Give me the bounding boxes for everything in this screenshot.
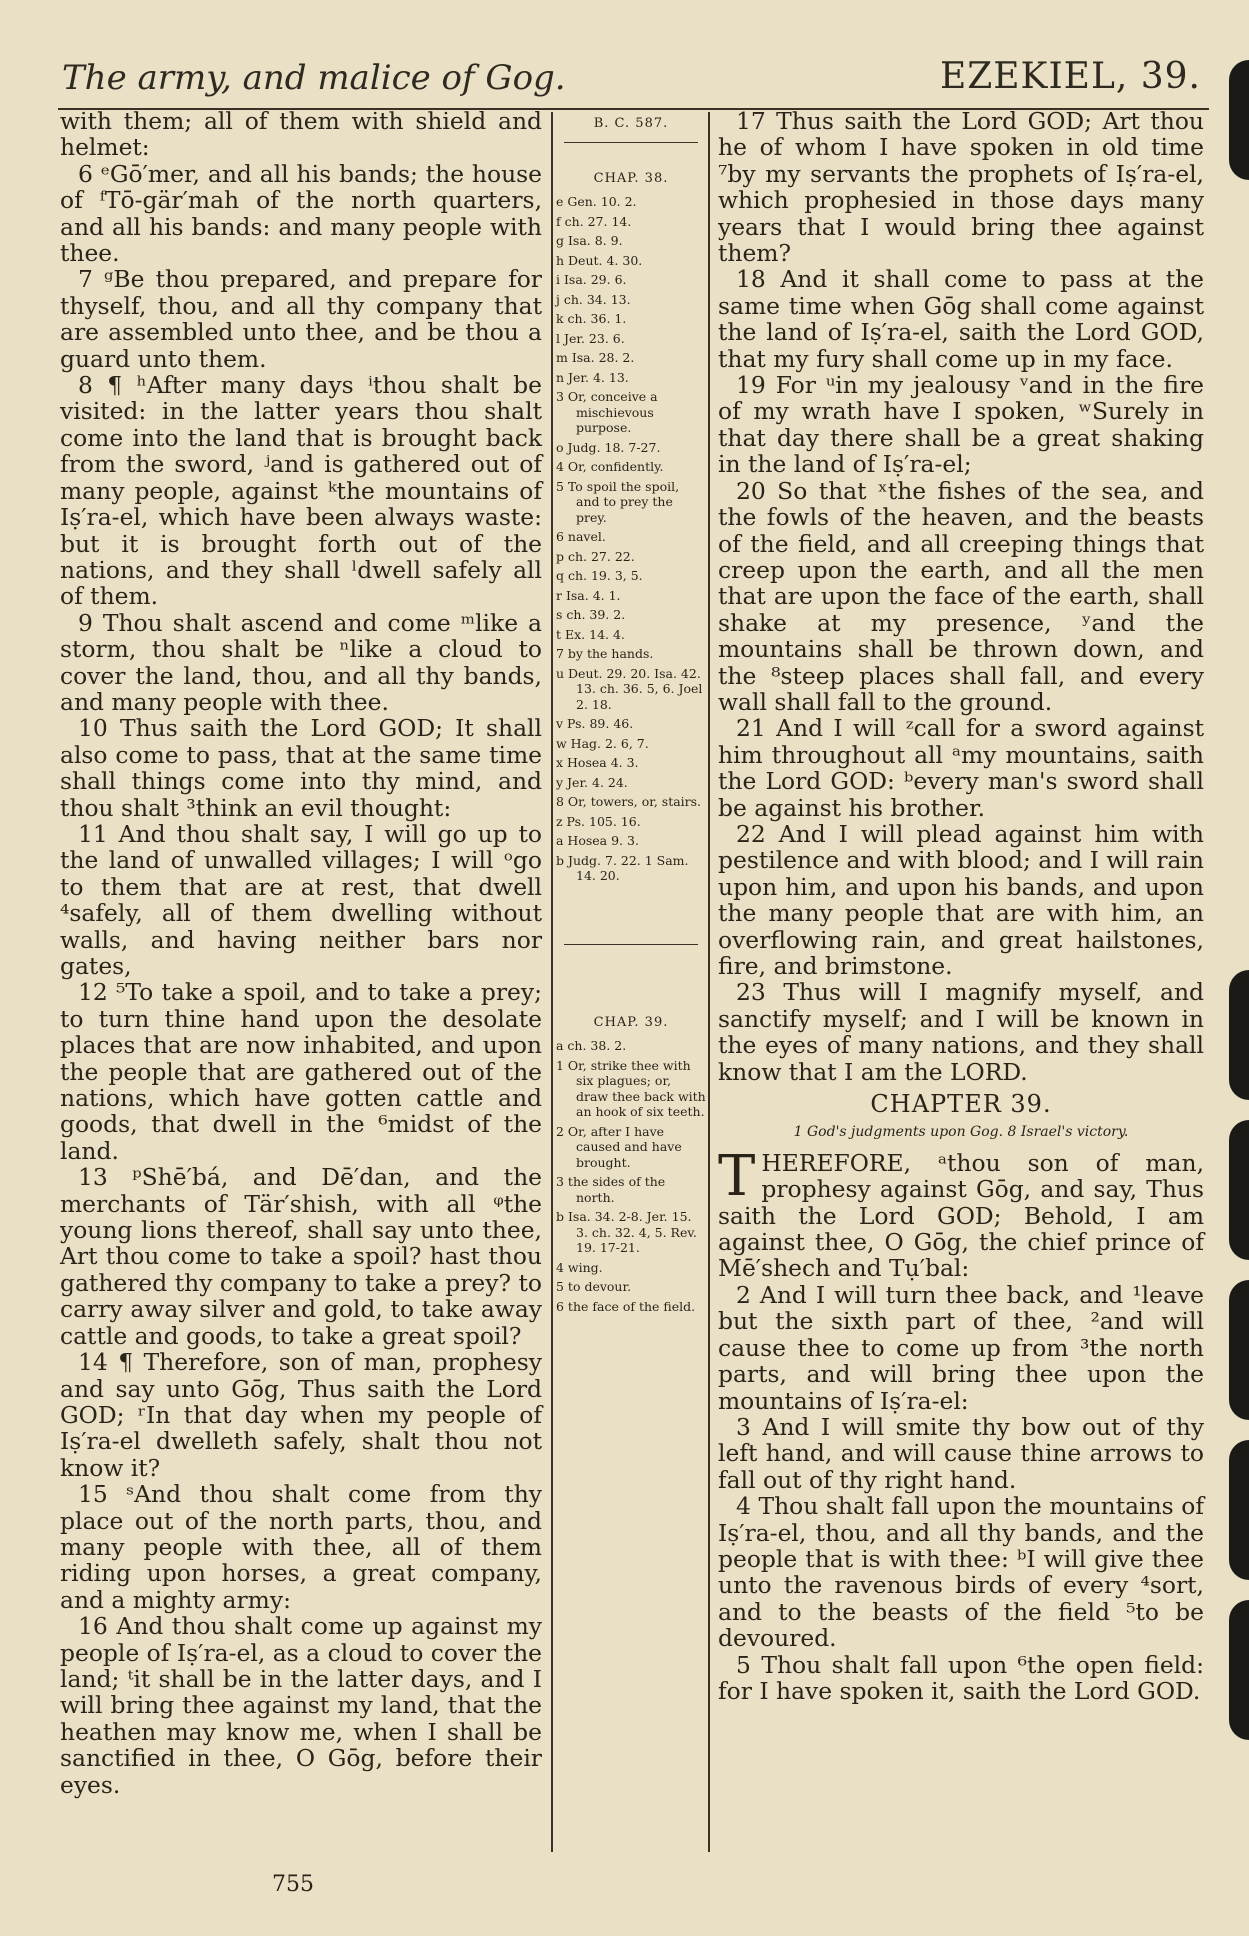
reference-note: a Hosea 9. 3. xyxy=(556,833,639,848)
chap39-label: CHAP. 39. xyxy=(593,1014,669,1030)
drop-cap: T xyxy=(718,1143,756,1209)
reference-note: 5 to devour. xyxy=(556,1279,632,1294)
reference-note: b Isa. 34. 2-8. Jer. 15. 3. ch. 32. 4, 5. Rev. 19. 17-21. xyxy=(556,1209,697,1255)
verse-paragraph: 23 Thus will I magnify myself, and sanctify myself; and I will be known in the eyes of many nations, and they shall know that I am the LORD. xyxy=(718,978,1204,1086)
reference-note: 3 the sides of the north. xyxy=(556,1174,666,1205)
reference-note: k ch. 36. 1. xyxy=(556,311,627,326)
verse-paragraph: 21 And I will ᶻcall for a sword against him throughout all ᵃmy mountains, saith the Lord GOD: ᵇevery man's sword shall be against his brother. xyxy=(718,714,1204,822)
reference-note: b Judg. 7. 22. 1 Sam. 14. 20. xyxy=(556,852,689,883)
verse-paragraph: 11 And thou shalt say, I will go up to the land of unwalled villages; I will ᵒgo to them that are at rest, that dwell ⁴safely, all of them dwelling without walls, and having neither bars nor gates, xyxy=(60,819,542,980)
thumb-index-tab xyxy=(1229,1600,1249,1740)
reference-note: y Jer. 4. 24. xyxy=(556,774,628,790)
verse-paragraph: 16 And thou shalt come up against my people of Iṣ′ra-el, as a cloud to cover the land; ᵗit shall be in the latter days, and I will bring thee against my land, that the heathen may know me, when I shall be sanctified in thee, O Gōg, before their eyes. xyxy=(60,1612,542,1799)
verse-paragraph: 17 Thus saith the Lord GOD; Art thou he of whom I have spoken in old time ⁷by my servants the prophets of Iṣ′ra-el, which prophesied in those days many years that I would bring thee against them? xyxy=(718,107,1204,268)
verse-paragraph: 12 ⁵To take a spoil, and to take a prey; to turn thine hand upon the desolate places that are now inhabited, and upon the people that are gathered out of the nations, which have gotten cattle and goods, that dwell in the ⁶midst of the land. xyxy=(60,978,542,1165)
reference-note: u Deut. 29. 20. Isa. 42. 13. ch. 36. 5, 6. Joel 2. 18. xyxy=(556,665,703,712)
verse-paragraph: 9 Thou shalt ascend and come ᵐlike a storm, thou shalt be ⁿlike a cloud to cover the land, thou, and all thy bands, and many people with thee. xyxy=(60,608,542,716)
reference-note: x Hosea 4. 3. xyxy=(556,755,639,770)
verse-paragraph: 4 Thou shalt fall upon the mountains of Iṣ′ra-el, thou, and all thy bands, and the people that is with thee: ᵇI will give thee unto the ravenous birds of every ⁴sort, and to the beasts of the field ⁵to be devoured. xyxy=(718,1492,1204,1653)
right-text-column xyxy=(718,108,1204,1704)
verse-paragraph: 14 ¶ Therefore, son of man, prophesy and say unto Gōg, Thus saith the Lord GOD; ʳIn that day when my people of Iṣ′ra-el dwelleth safely, shalt thou not know it? xyxy=(60,1348,542,1482)
verse-paragraph: 20 So that ˣthe fishes of the sea, and the fowls of the heaven, and the beasts of the field, and all creeping things that creep upon the earth, and all the men that are upon the face of the earth, shall shake at my presence, ʸand the mountains shall be thrown down, and the ⁸steep places shall fall, and every wall shall fall to the ground. xyxy=(718,476,1204,716)
reference-note: 5 To spoil the spoil, and to prey the prey. xyxy=(556,478,680,525)
column-divider-right xyxy=(708,112,710,1852)
verse-paragraph: 10 Thus saith the Lord GOD; It shall also come to pass, that at the same time shall things come into thy mind, and thou shalt ³think an evil thought: xyxy=(60,714,542,822)
verse-paragraph: with them; all of them with shield and helmet: xyxy=(60,107,542,162)
first-verse-text: HEREFORE, ᵃthou son of man, prophesy against Gōg, and say, Thus saith the Lord GOD; Behold, I am against thee, O Gōg, the chief prince of Mē′shech and Tụ′bal: xyxy=(718,1148,1204,1283)
reference-note: 3 Or, conceive a mischievous purpose. xyxy=(556,389,658,435)
reference-note: s ch. 39. 2. xyxy=(556,607,626,622)
reference-note: a ch. 38. 2. xyxy=(556,1038,627,1053)
reference-note: n Jer. 4. 13. xyxy=(556,369,629,385)
left-text-column xyxy=(60,108,542,1798)
verse-paragraph: 19 For ᵘin my jealousy ᵛand in the fire of my wrath have I spoken, ʷSurely in that day there shall be a great shaking in the land of Iṣ′ra-el; xyxy=(718,371,1204,479)
reference-rule xyxy=(564,142,698,143)
chapter-summary: 1 God's judgments upon Gog. 8 Israel's victory. xyxy=(793,1124,1129,1141)
verse-paragraph: 15 ˢAnd thou shalt come from thy place out of the north parts, thou, and many people with thee, all of them riding upon horses, a great company, and a mighty army: xyxy=(60,1480,542,1614)
chapter-first-verse xyxy=(718,1143,1204,1283)
page-number: 755 xyxy=(272,1872,314,1897)
reference-note: q ch. 19. 3, 5. xyxy=(556,568,643,583)
chapter39-verses xyxy=(718,1282,1204,1705)
verse-paragraph: 8 ¶ ʰAfter many days ⁱthou shalt be visited: in the latter years thou shalt come into the land that is brought back from the sword, ʲand is gathered out of many people, against ᵏthe mountains of Iṣ′ra-el, which have been always waste: but it is brought forth out of the nations, and they shall ˡdwell safely all of them. xyxy=(60,371,542,611)
reference-note: p ch. 27. 22. xyxy=(556,548,635,564)
verse-paragraph: 5 Thou shalt fall upon ⁶the open field: for I have spoken it, saith the Lord GOD. xyxy=(718,1650,1204,1705)
reference-note: h Deut. 4. 30. xyxy=(556,252,643,268)
chap39-notes xyxy=(556,1038,706,1314)
right-verses xyxy=(718,108,1204,1085)
chap38-notes xyxy=(556,194,706,884)
reference-column xyxy=(556,116,706,1318)
reference-note: r Isa. 4. 1. xyxy=(556,587,621,603)
thumb-index-tab xyxy=(1229,970,1249,1100)
verse-paragraph: 7 ᵍBe thou prepared, and prepare for thyself, thou, and all thy company that are assembled unto thee, and be thou a guard unto them. xyxy=(60,265,542,373)
reference-note: f ch. 27. 14. xyxy=(556,213,632,229)
reference-note: o Judg. 18. 7-27. xyxy=(556,439,661,455)
reference-note: w Hag. 2. 6, 7. xyxy=(556,735,649,751)
reference-note: 4 Or, confidently. xyxy=(556,459,664,474)
chapter-heading: CHAPTER 39. xyxy=(870,1090,1052,1119)
reference-note: 4 wing. xyxy=(556,1259,603,1275)
reference-note: 8 Or, towers, or, stairs. xyxy=(556,794,702,809)
reference-note: i Isa. 29. 6. xyxy=(556,272,627,287)
thumb-index-tab xyxy=(1229,60,1249,180)
verse-paragraph: 2 And I will turn thee back, and ¹leave but the sixth part of thee, ²and will cause thee to come up from ³the north parts, and will bring thee upon the mountains of Iṣ′ra-el: xyxy=(718,1280,1204,1415)
reference-note: t Ex. 14. 4. xyxy=(556,626,625,642)
verse-paragraph: 3 And I will smite thy bow out of thy left hand, and will cause thine arrows to fall out of thy right hand. xyxy=(718,1412,1204,1494)
reference-note: 6 the face of the field. xyxy=(556,1298,696,1314)
chap38-label: CHAP. 38. xyxy=(593,170,669,186)
reference-note: g Isa. 8. 9. xyxy=(556,233,623,248)
era-label: B. C. 587. xyxy=(593,116,669,131)
running-head-right: EZEKIEL, 39. xyxy=(939,56,1201,97)
reference-note: v Ps. 89. 46. xyxy=(556,716,634,731)
thumb-index-tab xyxy=(1229,1120,1249,1260)
running-head-left: The army, and malice of Gog. xyxy=(62,58,566,98)
verse-paragraph: 22 And I will plead against him with pestilence and with blood; and I will rain upon him, and upon his bands, and upon the many people that are with him, an overflowing rain, and great hailstones, fire, and brimstone. xyxy=(718,819,1204,980)
reference-note: m Isa. 28. 2. xyxy=(556,350,635,365)
reference-note: 7 by the hands. xyxy=(556,646,654,661)
reference-note: 2 Or, after I have caused and have brought. xyxy=(556,1123,682,1170)
verse-paragraph: 6 ᵉGō′mer, and all his bands; the house of ᶠTō-gär′mah of the north quarters, and all his bands: and many people with thee. xyxy=(60,159,542,268)
reference-note: j ch. 34. 13. xyxy=(556,291,631,307)
reference-note: l Jer. 23. 6. xyxy=(556,330,625,346)
thumb-index-tab xyxy=(1229,1440,1249,1580)
reference-note: z Ps. 105. 16. xyxy=(556,813,641,829)
verse-paragraph: 18 And it shall come to pass at the same time when Gōg shall come against the land of Iṣ′ra-el, saith the Lord GOD, that my fury shall come up in my face. xyxy=(718,265,1204,373)
thumb-index-tab xyxy=(1229,1280,1249,1420)
reference-note: 1 Or, strike thee with six plagues; or, draw thee back with an hook of six teeth. xyxy=(556,1057,706,1119)
reference-note: 6 navel. xyxy=(556,529,606,544)
column-divider-left xyxy=(551,112,553,1852)
verse-paragraph: 13 ᵖShē′bá, and Dē′dan, and the merchants of Tär′shish, with all ᵠthe young lions thereof, shall say unto thee, Art thou come to take a spoil? hast thou gathered thy company to take a prey? to carry away silver and gold, to take away cattle and goods, to take a great spoil? xyxy=(60,1163,542,1350)
reference-rule-2 xyxy=(564,944,698,945)
reference-note: e Gen. 10. 2. xyxy=(556,194,637,209)
